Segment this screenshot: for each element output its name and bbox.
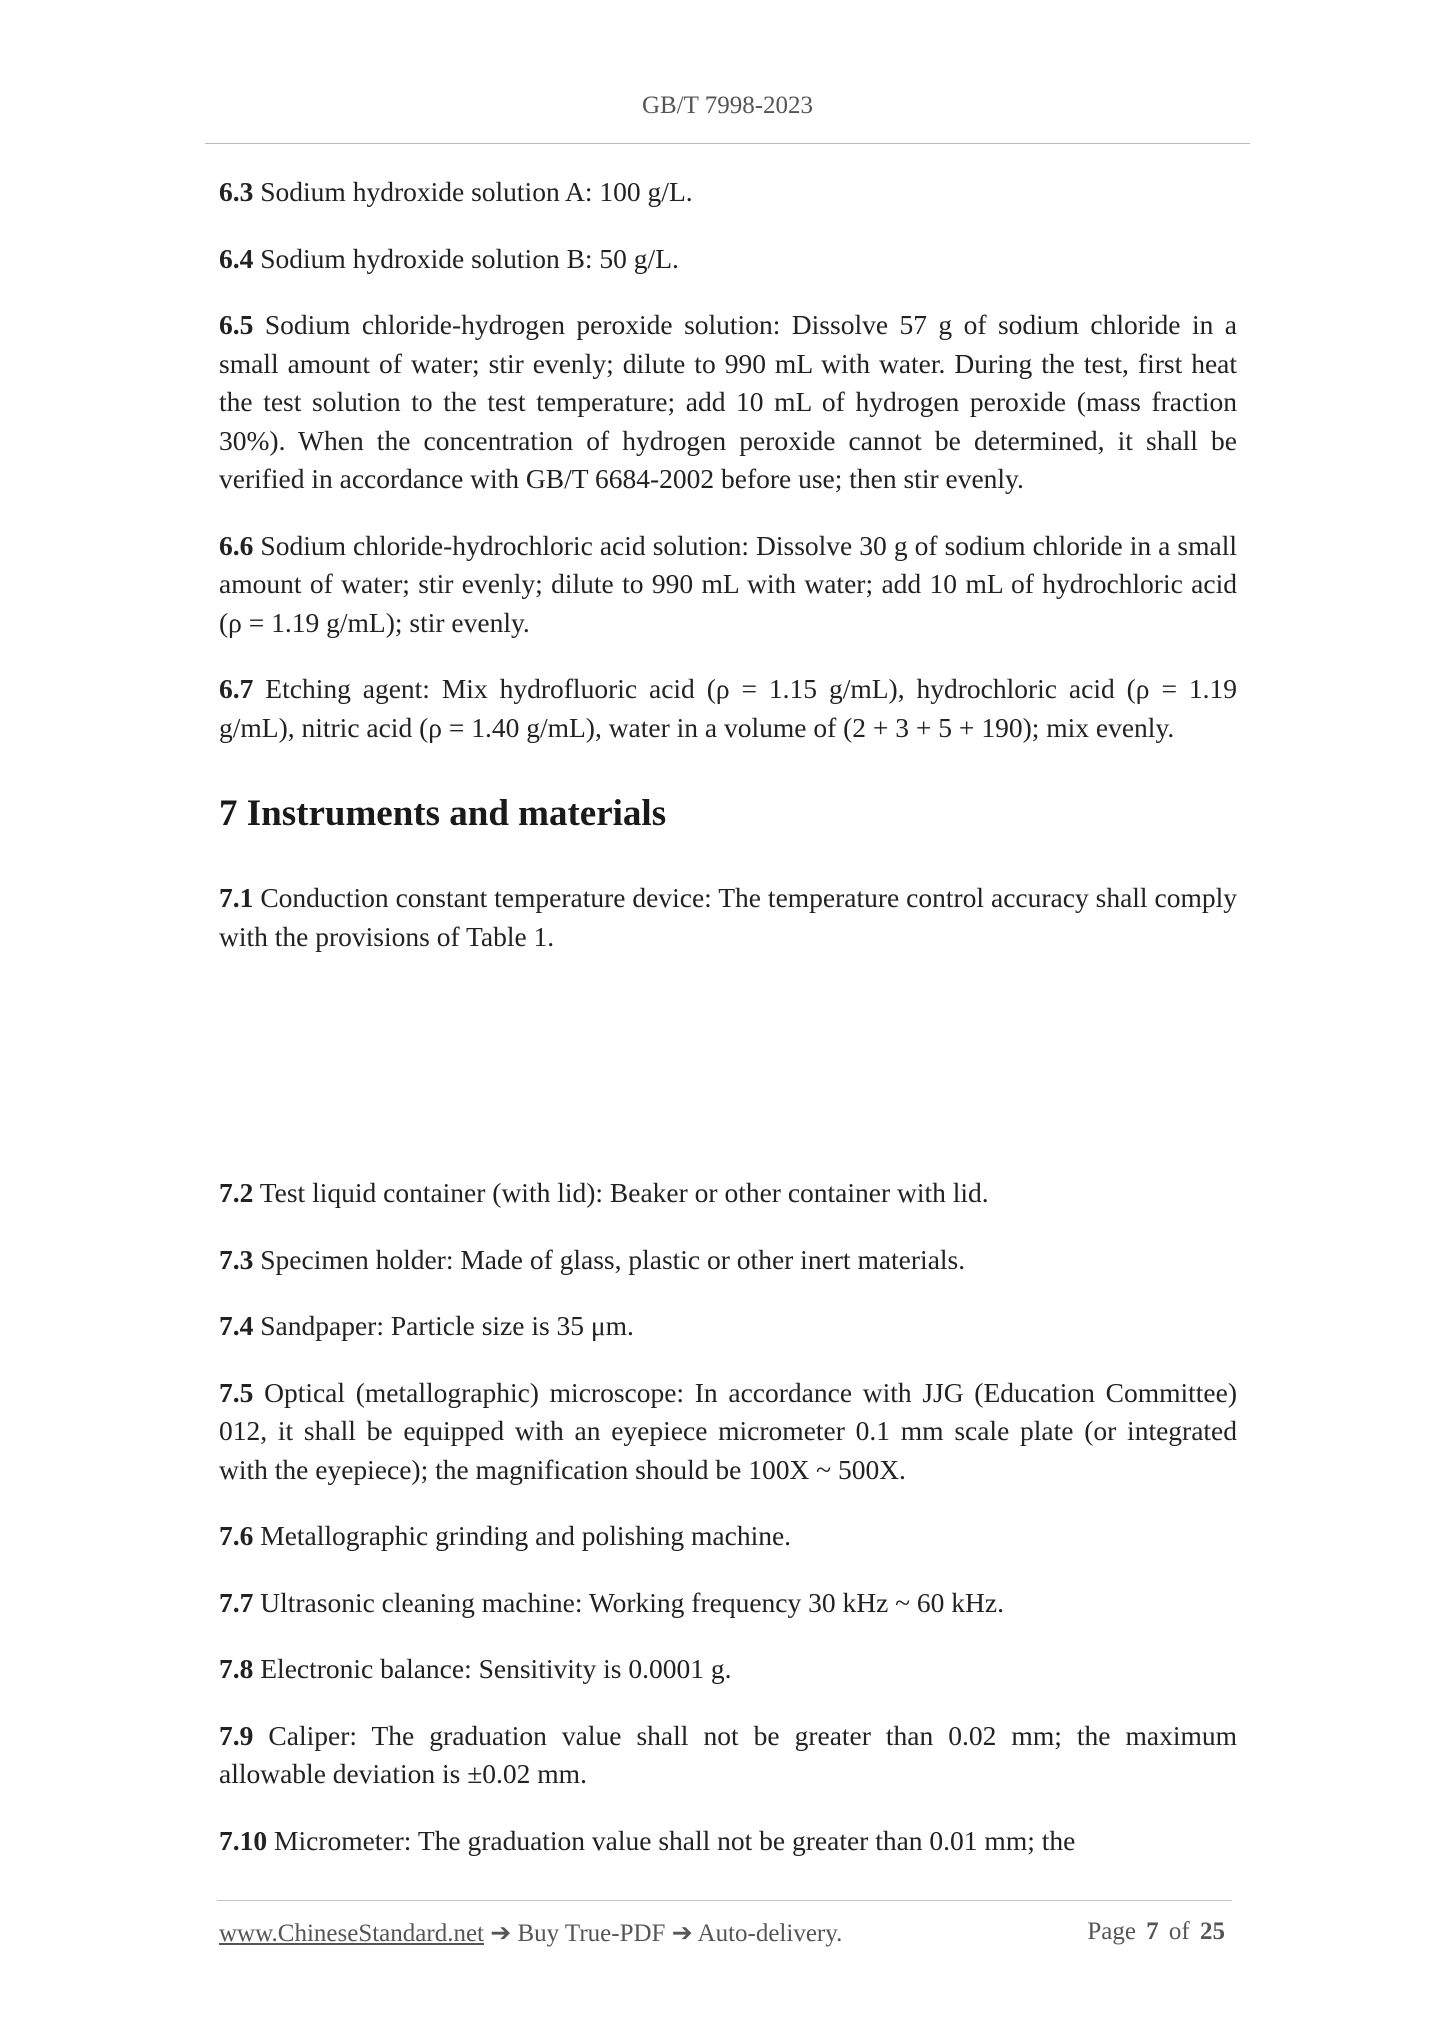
- arrow-right-icon: ➔: [490, 1920, 512, 1947]
- clause-7-7: [219, 1584, 1237, 1623]
- page-label: Page: [1087, 1918, 1136, 1945]
- clause-number: 7.5: [219, 1376, 254, 1408]
- clause-7-1: [219, 879, 1237, 956]
- clause-number: 7.8: [219, 1653, 254, 1684]
- section-heading: 7 Instruments and materials: [219, 793, 667, 834]
- header-divider: [205, 143, 1250, 144]
- clause-7-6: [219, 1517, 1237, 1556]
- clause-text: Caliper: The graduation value shall not be greater than 0.02 mm; the maximum allowable deviation is ±0.02 mm.: [219, 1719, 1238, 1789]
- clause-number: 7.9: [219, 1719, 254, 1751]
- arrow-right-icon: ➔: [671, 1920, 693, 1947]
- clause-number: 7.1: [219, 882, 254, 913]
- clause-number: 6.3: [219, 176, 254, 207]
- clause-6-4: [219, 240, 1237, 279]
- clause-6-6: [219, 527, 1237, 643]
- clause-7-8: [219, 1650, 1237, 1689]
- clause-7-4: [219, 1307, 1237, 1346]
- page-of: of: [1168, 1918, 1190, 1945]
- clause-text: Sodium hydroxide solution B: 50 g/L.: [260, 242, 679, 274]
- clause-6-7: [219, 670, 1237, 747]
- website-link[interactable]: www.ChineseStandard.net: [219, 1920, 484, 1947]
- clause-number: 7.4: [219, 1310, 254, 1341]
- standard-code: GB/T 7998-2023: [641, 92, 814, 119]
- clause-text: Etching agent: Mix hydrofluoric acid (ρ = 1.15 g/mL), hydrochloric acid (ρ = 1.19 g/mL), nitric acid (ρ = 1.40 g/mL), water in a volume of (2 + 3 + 5 + 190); mix evenly.: [219, 673, 1237, 743]
- clause-7-2: [219, 1174, 1237, 1213]
- clause-number: 6.5: [219, 309, 254, 340]
- clause-number: 6.6: [219, 529, 254, 561]
- auto-delivery-text: Auto-delivery.: [697, 1920, 843, 1947]
- clause-7-10: [219, 1822, 1237, 1861]
- page-current: 7: [1146, 1918, 1159, 1945]
- clause-7-9: [219, 1717, 1237, 1794]
- clause-number: 7.7: [219, 1586, 254, 1618]
- clause-6-5: [219, 306, 1237, 499]
- buy-pdf-text: Buy True-PDF: [517, 1920, 666, 1947]
- footer-divider: [217, 1900, 1232, 1901]
- page-total: 25: [1200, 1918, 1225, 1945]
- clause-6-3: [219, 173, 1237, 212]
- clause-number: 7.3: [219, 1243, 254, 1275]
- clause-text: Test liquid container (with lid): Beaker or other container with lid.: [259, 1177, 989, 1208]
- clause-number: 7.2: [219, 1177, 254, 1208]
- clause-number: 7.6: [219, 1520, 254, 1551]
- clause-number: 6.7: [219, 673, 254, 704]
- clause-text: Ultrasonic cleaning machine: Working frequency 30 kHz ~ 60 kHz.: [260, 1586, 1004, 1618]
- footer-promo: [219, 1918, 842, 1948]
- clause-text: Sandpaper: Particle size is 35 μm.: [260, 1310, 634, 1341]
- blank-space: [219, 984, 1237, 1174]
- clause-text: Micrometer: The graduation value shall not be greater than 0.01 mm; the: [274, 1824, 1076, 1856]
- clause-text: Sodium chloride-hydrogen peroxide solution: Dissolve 57 g of sodium chloride in a small amount of water; stir evenly; dilute to 990 mL with water. During the test, first heat the test solution to the test temperature; add 10 mL of hydrogen peroxide (mass fraction 30%). When the concentration of hydrogen peroxide cannot be determined, it shall be verified in accordance with GB/T 6684-2002 before use; then stir evenly.: [219, 309, 1237, 494]
- page-number: [1087, 1918, 1229, 1946]
- clause-text: Optical (metallographic) microscope: In accordance with JJG (Education Committee) 012, it shall be equipped with an eyepiece micrometer 0.1 mm scale plate (or integrated with the eyepiece); the magnification should be 100X ~ 500X.: [219, 1376, 1237, 1485]
- page-header: [205, 92, 1250, 120]
- document-body: [219, 173, 1237, 1888]
- clause-7-5: [219, 1374, 1237, 1490]
- clause-number: 6.4: [219, 242, 254, 274]
- clause-text: Metallographic grinding and polishing machine.: [260, 1520, 792, 1551]
- clause-number: 7.10: [219, 1824, 268, 1856]
- clause-text: Specimen holder: Made of glass, plastic or other inert materials.: [260, 1243, 966, 1275]
- clause-7-3: [219, 1241, 1237, 1280]
- clause-text: Electronic balance: Sensitivity is 0.0001 g.: [260, 1653, 732, 1684]
- clause-text: Conduction constant temperature device: The temperature control accuracy shall comply with the provisions of Table 1.: [219, 882, 1237, 952]
- clause-text: Sodium chloride-hydrochloric acid solution: Dissolve 30 g of sodium chloride in a small amount of water; stir evenly; dilute to 990 mL with water; add 10 mL of hydrochloric acid (ρ = 1.19 g/mL); stir evenly.: [219, 529, 1237, 638]
- clause-text: Sodium hydroxide solution A: 100 g/L.: [260, 176, 693, 207]
